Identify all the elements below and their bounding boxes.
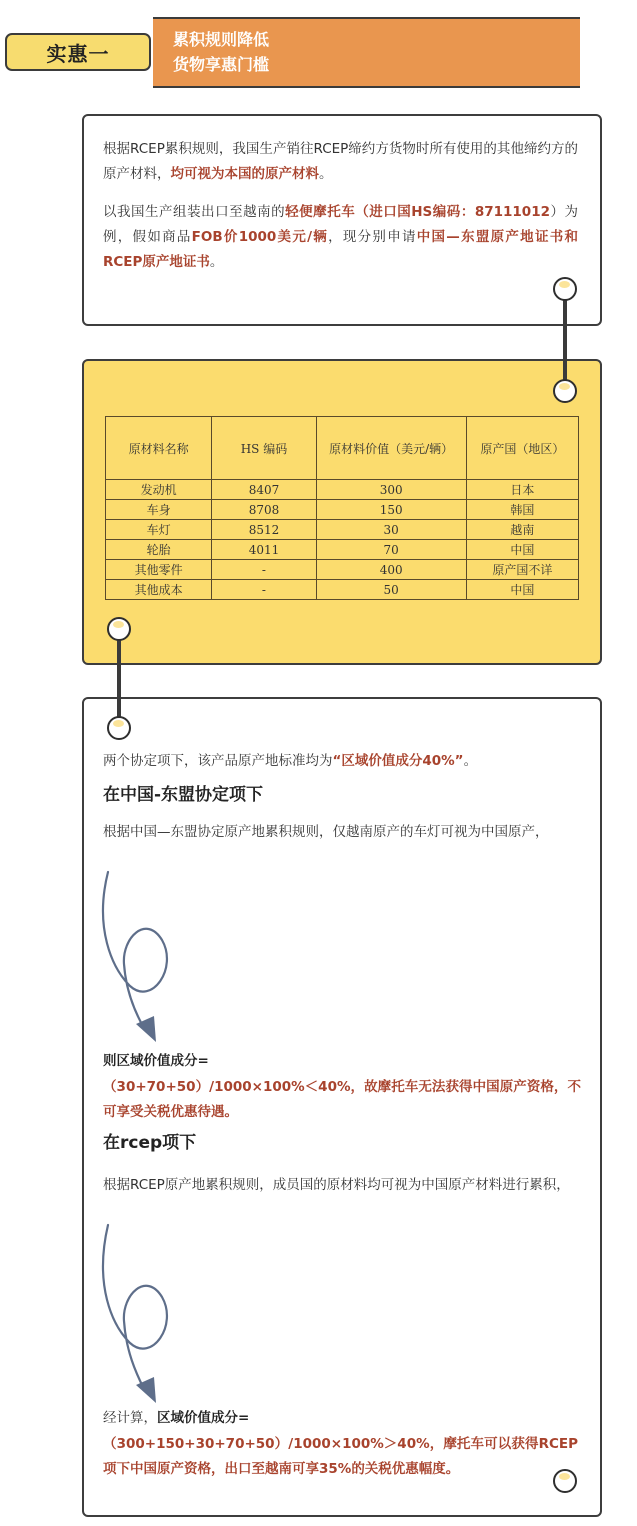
section-1-result: （30+70+50）/1000×100%＜40%，故摩托车无法获得中国原产资格，不可享受关税优惠待遇。 — [103, 1079, 581, 1120]
table-cell: 4011 — [212, 540, 316, 560]
table-cell: 轮胎 — [106, 540, 212, 560]
table-cell: - — [212, 560, 316, 580]
table-row — [106, 580, 579, 600]
banner-line-2: 货物享惠门槛 — [173, 55, 270, 74]
table-cell: 其他成本 — [106, 580, 212, 600]
banner-line-1: 累积规则降低 — [173, 30, 270, 49]
binder-ring-icon — [553, 1469, 577, 1493]
table-row — [106, 560, 579, 580]
origin-standard-text: 两个协定项下，该产品原产地标准均为“区域价值成分40%”。 — [103, 753, 478, 769]
table-cell: 70 — [316, 540, 466, 560]
table-cell: 8407 — [212, 480, 316, 500]
table-cell: 300 — [316, 480, 466, 500]
curly-arrow-icon — [100, 868, 190, 1048]
section-1-title: 在中国-东盟协定项下 — [103, 785, 264, 805]
table-header: 原材料名称 — [106, 417, 212, 480]
connector-line — [117, 636, 121, 724]
table-header: HS 编码 — [212, 417, 316, 480]
intro-paragraph-1: 根据RCEP累积规则，我国生产销往RCEP缔约方货物时所有使用的其他缔约方的原产材料，均可视为本国的原产材料。 — [103, 141, 578, 182]
table-cell: 发动机 — [106, 480, 212, 500]
section-2-text: 根据RCEP原产地累积规则，成员国的原材料均可视为中国原产材料进行累积， — [103, 1177, 570, 1193]
table-cell: 30 — [316, 520, 466, 540]
table-cell: 其他零件 — [106, 560, 212, 580]
section-badge: 实惠一 — [5, 33, 151, 71]
table-cell: 中国 — [466, 540, 578, 560]
table-row — [106, 540, 579, 560]
table-header: 原材料价值（美元/辆） — [316, 417, 466, 480]
binder-ring-icon — [107, 617, 131, 641]
connector-line — [563, 296, 567, 386]
table-cell: 韩国 — [466, 500, 578, 520]
table-cell: 8708 — [212, 500, 316, 520]
section-banner — [153, 17, 580, 88]
table-cell: 越南 — [466, 520, 578, 540]
section-2-result: （300+150+30+70+50）/1000×100%＞40%，摩托车可以获得RCEP项下中国原产资格，出口至越南可享35%的关税优惠幅度。 — [103, 1436, 578, 1477]
section-1-formula-label: 则区域价值成分= — [103, 1053, 209, 1069]
table-cell: 150 — [316, 500, 466, 520]
table-row — [106, 480, 579, 500]
curly-arrow-icon — [100, 1221, 190, 1411]
table-cell: 日本 — [466, 480, 578, 500]
table-cell: - — [212, 580, 316, 600]
section-2-title: 在rcep项下 — [103, 1133, 197, 1153]
table-cell: 8512 — [212, 520, 316, 540]
table-row — [106, 520, 579, 540]
table-cell: 中国 — [466, 580, 578, 600]
table-cell: 50 — [316, 580, 466, 600]
table-cell: 400 — [316, 560, 466, 580]
table-cell: 车灯 — [106, 520, 212, 540]
intro-paragraph-2: 以我国生产组装出口至越南的轻便摩托车（进口国HS编码：87111012）为例，假如商品FOB价1000美元/辆，现分别申请中国—东盟原产地证书和RCEP原产地证书。 — [103, 204, 579, 270]
table-row — [106, 500, 579, 520]
binder-ring-icon — [553, 277, 577, 301]
table-cell: 车身 — [106, 500, 212, 520]
binder-ring-icon — [553, 379, 577, 403]
table-cell: 原产国不详 — [466, 560, 578, 580]
table-header: 原产国（地区） — [466, 417, 578, 480]
section-1-text: 根据中国—东盟协定原产地累积规则，仅越南原产的车灯可视为中国原产， — [103, 824, 549, 840]
section-2-formula-label: 经计算，区域价值成分= — [103, 1410, 250, 1426]
materials-table — [105, 416, 579, 600]
binder-ring-icon — [107, 716, 131, 740]
